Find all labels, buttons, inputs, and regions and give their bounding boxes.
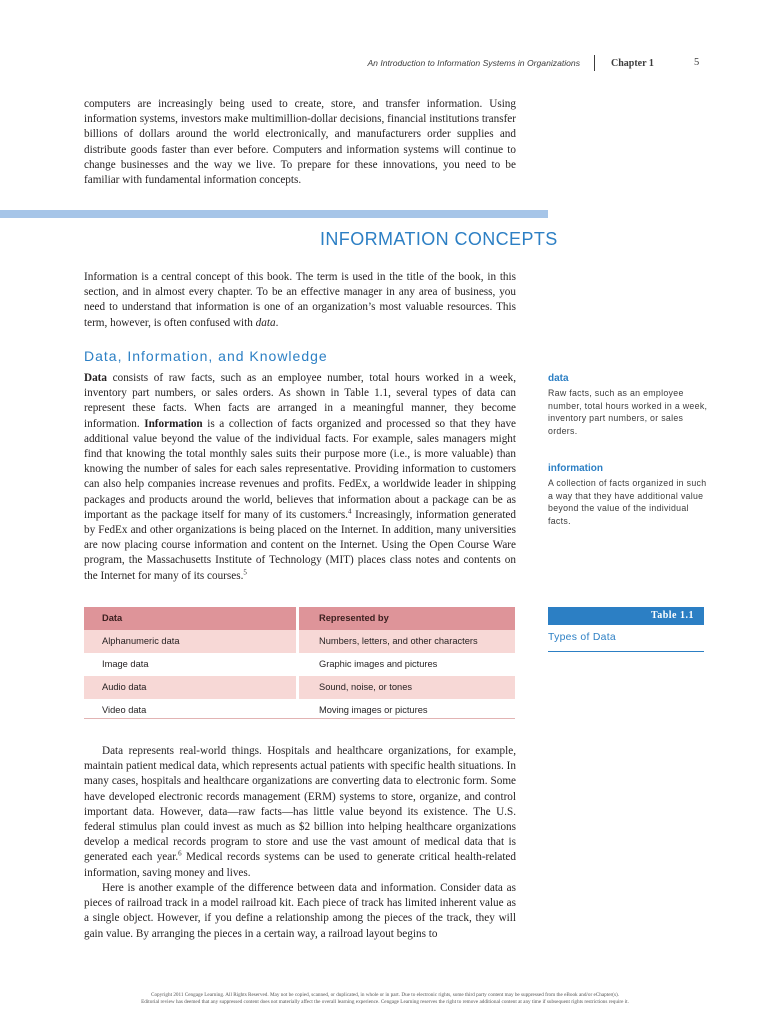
section-intro-paragraph: Information is a central concept of this book. The term is used in the title of the book, in this section, and in almost every chapter. To be an effective manager in any area of business, you need to understand that information is one of an organization’s most valuable resources. This term, however, is often confused with data. — [84, 271, 516, 329]
header-divider — [594, 55, 595, 71]
table-header-cell: Data — [84, 607, 296, 630]
margin-term-information: information — [548, 463, 603, 474]
footer-line-2: Editorial review has deemed that any suppressed content does not materially affect the overall learning experience. Cengage Learning reserves the right to remove additional content at any time if subsequent rights restrictions require it. — [141, 999, 629, 1005]
body-paragraph-2: Data represents real-world things. Hospitals and healthcare organizations, for example, maintain patient medical data, which represents actual patients with specific health situations. In many cases, hospitals and healthcare organizations are converting data to electronic form. Some have developed electronic records management (ERM) systems to store, organize, and control important data. However, data—raw facts—has little value beyond its existence. The U.S. federal stimulus plan could invest as much as $2 billion into helping healthcare organizations develop a medical records program to store and use the vast amount of medical data that is generated each year.$^6$ Medical records systems can be used to generate critical health-related information, saving money and lives. — [84, 745, 516, 879]
running-header-title: An Introduction to Information Systems in Organizations — [367, 58, 580, 68]
table-cell: Image data — [84, 653, 296, 676]
table-number-label: Table 1.1 — [548, 607, 704, 625]
table-cell: Moving images or pictures — [296, 699, 515, 722]
table-row — [84, 676, 515, 699]
table-cell: Sound, noise, or tones — [296, 676, 515, 699]
intro-paragraph: computers are increasingly being used to create, store, and transfer information. Using information systems, investors make multimillion-dollar decisions, financial institutions transfer billions of dollars around the world electronically, and manufacturers order supplies and distribute goods faster than ever before. Computers and information systems will continue to change businesses and the way we live. To prepare for these innovations, you need to be familiar with fundamental information concepts. — [84, 98, 516, 187]
body-paragraph-1: Data consists of raw facts, such as an employee number, total hours worked in a week, inventory part numbers, or sales orders. As shown in Table 1.1, several types of data can represent these facts. When facts are arranged in a meaningful manner, they become information. Information is a collection of facts organized and processed so that they have additional value beyond the value of the individual facts. For example, sales managers might find that knowing the total monthly sales suits their purpose more (i.e., is more valuable) than knowing the number of sales for each sales representative. Providing information to customers can also help companies increase revenues and profits. FedEx, a worldwide leader in shipping packages and products around the world, believes that information about a package can be as important as the package itself for many of its customers.$^4$ Increasingly, information generated by FedEx and other organizations is being placed on the Internet. In addition, many universities are now placing course information and content on the Internet. Using the Open Course Ware program, the Massachusetts Institute of Technology (MIT) places class notes and contents on the Internet for many of its courses.$^5$ — [84, 372, 516, 582]
table-cell: Graphic images and pictures — [296, 653, 515, 676]
margin-term-data: data — [548, 373, 569, 384]
chapter-label: Chapter 1 — [611, 58, 654, 69]
table-bottom-rule — [84, 718, 515, 719]
table-cell: Alphanumeric data — [84, 630, 296, 653]
table-cell: Audio data — [84, 676, 296, 699]
table-cell: Numbers, letters, and other characters — [296, 630, 515, 653]
key-term-information: Information — [144, 417, 203, 430]
margin-definition-information: A collection of facts organized in such a way that they have additional value beyond the value of the individual facts. — [548, 478, 707, 526]
table-row — [84, 630, 515, 653]
subsection-title: Data, Information, and Knowledge — [84, 348, 328, 364]
page-number: 5 — [694, 57, 700, 68]
table-caption-rule — [548, 651, 704, 652]
copyright-footer — [40, 992, 730, 1006]
key-term-data: Data — [84, 372, 107, 384]
section-title: INFORMATION CONCEPTS — [320, 229, 558, 249]
table-header-cell: Represented by — [296, 607, 515, 630]
table-header-row — [84, 607, 515, 630]
table-caption: Types of Data — [548, 632, 617, 643]
table-cell: Video data — [84, 699, 296, 722]
section-divider-band — [0, 210, 548, 218]
types-of-data-table — [84, 607, 515, 722]
footer-line-1: Copyright 2011 Cengage Learning. All Rights Reserved. May not be copied, scanned, or duplicated, in whole or in part. Due to electronic rights, some third party content may be suppressed from the eBook and/or eChapter(s). — [150, 992, 619, 998]
body-paragraph-3: Here is another example of the difference between data and information. Consider data as pieces of railroad track in a model railroad kit. Each piece of track has limited inherent value as a single object. However, if you define a relationship among the pieces of the track, they will gain value. By arranging the pieces in a certain way, a railroad layout begins to — [84, 882, 516, 940]
table-row — [84, 653, 515, 676]
margin-definition-data: Raw facts, such as an employee number, total hours worked in a week, inventory part numbers, or sales orders. — [548, 388, 708, 436]
